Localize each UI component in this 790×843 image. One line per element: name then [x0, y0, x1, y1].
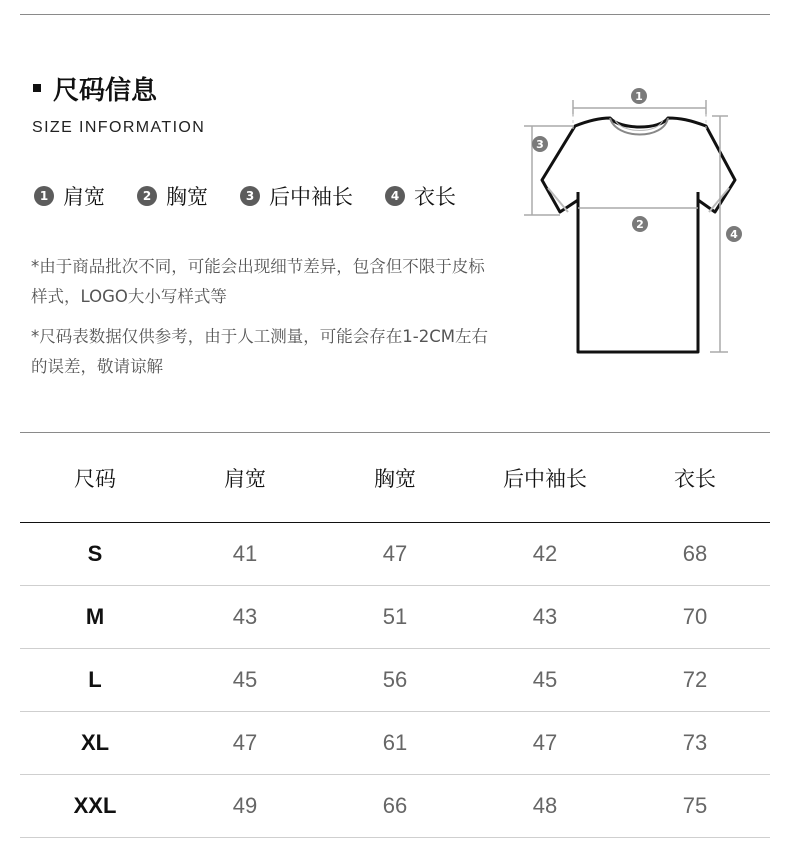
sleeve-cell: 47	[532, 730, 558, 755]
length-cell: 73	[682, 730, 708, 755]
chest-cell: 61	[382, 730, 408, 755]
length-cell: 68	[682, 541, 708, 566]
legend-item-shoulder	[34, 181, 105, 211]
page-title-text: 尺码信息	[53, 75, 158, 106]
length-cell: 75	[682, 793, 708, 818]
sleeve-cell: 45	[532, 667, 558, 692]
size-cell: XXL	[73, 793, 117, 818]
table-row	[20, 649, 770, 712]
length-cell: 72	[682, 667, 708, 692]
page-subtitle: SIZE INFORMATION	[32, 119, 206, 136]
column-header-shoulder: 肩宽	[224, 466, 266, 491]
shoulder-cell: 45	[232, 667, 258, 692]
chest-cell: 47	[382, 541, 408, 566]
table-row	[20, 775, 770, 838]
page-title	[33, 70, 157, 106]
size-cell: L	[88, 667, 102, 692]
legend-label: 胸宽	[166, 185, 208, 209]
sleeve-cell: 48	[532, 793, 558, 818]
top-divider	[20, 14, 770, 15]
note-batch-difference: *由于商品批次不同，可能会出现细节差异，包含但不限于皮标样式，LOGO大小写样式等	[31, 257, 485, 306]
legend-item-sleeve	[240, 181, 353, 211]
chest-cell: 56	[382, 667, 408, 692]
legend-label: 衣长	[414, 185, 456, 209]
shoulder-cell: 49	[232, 793, 258, 818]
column-header-size: 尺码	[74, 466, 116, 491]
sleeve-cell: 42	[532, 541, 558, 566]
tshirt-outline-icon	[542, 118, 735, 352]
legend-item-length	[385, 181, 456, 211]
measurement-legend	[34, 181, 456, 211]
table-row	[20, 586, 770, 649]
note-measurement-error: *尺码表数据仅供参考，由于人工测量，可能会存在1-2CM左右的误差，敬请谅解	[31, 327, 488, 376]
size-cell: S	[87, 541, 103, 566]
column-header-length: 衣长	[674, 466, 716, 491]
size-table	[20, 433, 770, 838]
shoulder-cell: 41	[232, 541, 258, 566]
table-row	[20, 712, 770, 775]
tshirt-measurement-diagram	[520, 80, 750, 360]
table-row	[20, 523, 770, 586]
table-header-row	[20, 433, 770, 523]
marker-2-label: 2	[636, 218, 644, 231]
marker-3-label: 3	[536, 138, 544, 151]
length-cell: 70	[682, 604, 708, 629]
square-bullet-icon	[33, 84, 41, 92]
legend-label: 肩宽	[63, 185, 105, 209]
number-1-icon: 1	[34, 186, 54, 206]
column-header-sleeve: 后中袖长	[503, 466, 587, 491]
shoulder-cell: 43	[232, 604, 258, 629]
marker-4-label: 4	[730, 228, 738, 241]
sleeve-cell: 43	[532, 604, 558, 629]
number-4-icon: 4	[385, 186, 405, 206]
number-3-icon: 3	[240, 186, 260, 206]
size-cell: XL	[80, 730, 110, 755]
shoulder-cell: 47	[232, 730, 258, 755]
size-cell: M	[85, 604, 105, 629]
legend-item-chest	[137, 181, 208, 211]
chest-cell: 51	[382, 604, 408, 629]
number-2-icon: 2	[137, 186, 157, 206]
notes	[31, 252, 501, 382]
chest-cell: 66	[382, 793, 408, 818]
legend-label: 后中袖长	[269, 185, 353, 209]
column-header-chest: 胸宽	[374, 466, 416, 491]
marker-1-label: 1	[635, 90, 643, 103]
